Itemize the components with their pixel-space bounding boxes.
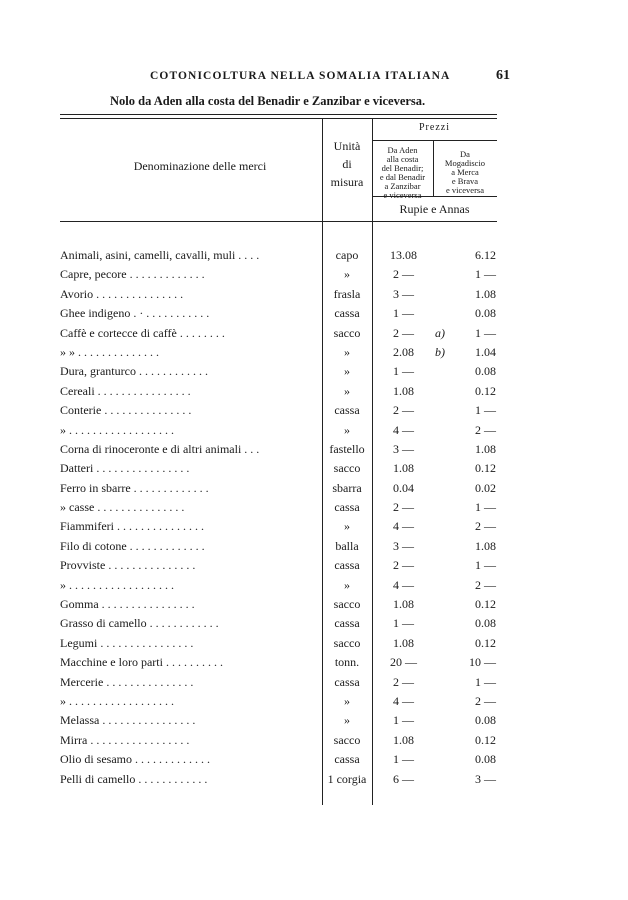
unit-cell: capo bbox=[335, 248, 359, 262]
table-row bbox=[60, 653, 497, 672]
unit-cell: sacco bbox=[333, 325, 361, 340]
price-aden-cell: 1 — bbox=[393, 616, 414, 631]
merchandise-label: Corna di rinoceronte e di altri animali bbox=[60, 441, 242, 456]
merchandise-label: Filo di cotone bbox=[60, 538, 127, 553]
merchandise-label: Macchine e loro parti bbox=[60, 655, 163, 670]
dot-leader: . . . . . . . . . . . . . . . . . bbox=[87, 732, 190, 747]
table-row bbox=[60, 362, 497, 381]
merchandise-label: Dura, granturco bbox=[60, 364, 136, 379]
price-mogadiscio-cell: 2 — bbox=[475, 519, 496, 534]
dot-leader: . . . . . . . . . . . . . . . . bbox=[99, 713, 196, 728]
dot-leader: . . . . . . . . . . . . bbox=[135, 364, 208, 379]
unit-cell: » bbox=[344, 364, 350, 379]
unit-cell: cassa bbox=[334, 752, 360, 767]
price-aden-cell: 0.04 bbox=[393, 480, 414, 495]
table-row bbox=[60, 498, 497, 517]
price-mogadiscio-cell: 0.02 bbox=[475, 480, 496, 495]
dot-leader: . . . . . . . . . . . . . bbox=[132, 752, 210, 767]
price-aden-cell: 4 — bbox=[393, 422, 414, 437]
unit-cell: cassa bbox=[334, 616, 360, 631]
dot-leader: . . . . . . . . . . . . . . . . bbox=[97, 635, 194, 650]
table-row bbox=[60, 673, 497, 692]
price-mogadiscio-cell: 2 — bbox=[475, 422, 496, 437]
running-title: COTONICOLTURA NELLA SOMALIA ITALIANA bbox=[150, 70, 451, 82]
price-aden-cell: 1 — bbox=[393, 306, 414, 321]
dot-leader: . . . . . . . . . . . . . . . . . . bbox=[66, 693, 174, 708]
dot-leader: . . . . . . . . . . . . bbox=[146, 616, 219, 631]
dot-leader: . . . . . . . . . . . . . . . . bbox=[94, 383, 191, 398]
unit-cell: » bbox=[344, 344, 350, 359]
merchandise-name bbox=[60, 517, 315, 536]
table-row bbox=[60, 459, 497, 478]
price-mogadiscio-cell: 0.12 bbox=[475, 732, 496, 747]
price-aden-cell: 2 — bbox=[393, 500, 414, 515]
dot-leader: . . . . . . . . bbox=[176, 325, 225, 340]
merchandise-label: » » bbox=[60, 344, 75, 359]
merchandise-name bbox=[60, 265, 315, 284]
header-bottom-rule bbox=[60, 221, 497, 222]
dot-leader: . . . . . . . . . . . . bbox=[135, 771, 208, 786]
price-aden-cell: 4 — bbox=[393, 519, 414, 534]
unit-cell: 1 corgia bbox=[327, 771, 367, 786]
merchandise-label: » bbox=[60, 577, 66, 592]
dot-leader: . . . . . . . . . . . . . . . bbox=[94, 500, 185, 515]
unit-cell: » bbox=[344, 422, 350, 437]
price-aden-cell: 2 — bbox=[393, 267, 414, 282]
unit-cell: frasla bbox=[333, 286, 361, 301]
price-mogadiscio-cell: 1 — bbox=[475, 674, 496, 689]
dot-leader: . . . . . . . . . . . . . . . bbox=[93, 286, 184, 301]
merchandise-name bbox=[60, 673, 315, 692]
dot-leader: . . . . . . . . . . . . . bbox=[130, 480, 209, 495]
unit-cell: » bbox=[344, 577, 350, 592]
table-row bbox=[60, 440, 497, 459]
table-row bbox=[60, 770, 497, 789]
table-row bbox=[60, 517, 497, 536]
merchandise-name bbox=[60, 634, 315, 653]
unit-cell: cassa bbox=[334, 500, 360, 515]
dot-leader: . . . . . . . . . . . . . . bbox=[75, 344, 159, 359]
merchandise-label: Datteri bbox=[60, 461, 94, 476]
merchandise-name bbox=[60, 362, 315, 381]
price-aden-cell: 1 — bbox=[393, 752, 414, 767]
col-prices: Prezzi bbox=[419, 122, 450, 133]
merchandise-label: Fiammiferi bbox=[60, 519, 114, 534]
table-row bbox=[60, 537, 497, 556]
dot-leader: . . . . . . . . . . . . . . . . . . bbox=[66, 422, 174, 437]
dot-leader: . · . . . . . . . . . . . bbox=[130, 306, 210, 321]
price-mogadiscio-cell: 0.12 bbox=[475, 635, 496, 650]
merchandise-label: Conterie bbox=[60, 403, 102, 418]
merchandise-name bbox=[60, 653, 315, 672]
merchandise-name bbox=[60, 324, 315, 343]
merchandise-label: Olio di sesamo bbox=[60, 752, 132, 767]
merchandise-label: Provviste bbox=[60, 558, 106, 573]
price-mogadiscio-cell: 0.08 bbox=[475, 752, 496, 767]
merchandise-label: Mercerie bbox=[60, 674, 104, 689]
top-rule-inner bbox=[60, 118, 497, 119]
table-row bbox=[60, 576, 497, 595]
merchandise-name bbox=[60, 576, 315, 595]
dot-leader: . . . bbox=[241, 441, 260, 456]
dot-leader: . . . . . . . . . . . . . . . . . . bbox=[66, 577, 174, 592]
price-note: a) bbox=[435, 325, 445, 340]
price-aden-cell: 6 — bbox=[393, 771, 414, 786]
price-mogadiscio-cell: 2 — bbox=[475, 577, 496, 592]
merchandise-label: Ghee indigeno bbox=[60, 306, 131, 321]
dot-leader: . . . . . . . . . . . . . bbox=[126, 267, 205, 282]
merchandise-label: » casse bbox=[60, 500, 95, 515]
table-header bbox=[60, 114, 497, 222]
merchandise-label: Mirra bbox=[60, 732, 88, 747]
merchandise-name bbox=[60, 343, 315, 362]
table-row bbox=[60, 265, 497, 284]
unit-cell: » bbox=[344, 519, 350, 534]
price-aden-cell: 1 — bbox=[393, 364, 414, 379]
merchandise-label: Capre, pecore bbox=[60, 267, 127, 282]
prices-under-rule bbox=[372, 140, 497, 141]
merchandise-name bbox=[60, 556, 315, 575]
table-row bbox=[60, 304, 497, 323]
merchandise-name bbox=[60, 401, 315, 420]
price-aden-cell: 2 — bbox=[393, 403, 414, 418]
merchandise-label: Caffè e cortecce di caffè bbox=[60, 325, 177, 340]
price-mogadiscio-cell: 0.12 bbox=[475, 597, 496, 612]
price-note: b) bbox=[435, 344, 445, 359]
col-currency: Rupie e Annas bbox=[399, 202, 470, 216]
table-row bbox=[60, 285, 497, 304]
dot-leader: . . . . bbox=[235, 248, 260, 262]
merchandise-name bbox=[60, 479, 315, 498]
price-aden-cell: 4 — bbox=[393, 577, 414, 592]
merchandise-name bbox=[60, 537, 315, 556]
merchandise-name bbox=[60, 285, 315, 304]
dot-leader: . . . . . . . . . . bbox=[162, 655, 223, 670]
col-denomination: Denominazione delle merci bbox=[133, 159, 267, 173]
merchandise-name bbox=[60, 382, 315, 401]
merchandise-name bbox=[60, 304, 315, 323]
merchandise-label: » bbox=[60, 693, 66, 708]
table-row bbox=[60, 246, 497, 265]
table-row bbox=[60, 421, 497, 440]
price-aden-cell: 1.08 bbox=[393, 732, 414, 747]
price-mogadiscio-cell: 1 — bbox=[475, 325, 496, 340]
price-aden-cell: 1 — bbox=[393, 713, 414, 728]
top-rule bbox=[60, 114, 497, 115]
dot-leader: . . . . . . . . . . . . . . . bbox=[114, 519, 204, 534]
table-row bbox=[60, 382, 497, 401]
merchandise-name bbox=[60, 692, 315, 711]
merchandise-name bbox=[60, 750, 315, 769]
merchandise-label: Gomma bbox=[60, 597, 99, 612]
col-unit: Unità di misura bbox=[330, 139, 364, 189]
unit-cell: tonn. bbox=[334, 655, 360, 670]
price-aden-cell: 1.08 bbox=[393, 461, 414, 476]
price-aden-cell: 3 — bbox=[393, 441, 414, 456]
dot-leader: . . . . . . . . . . . . . . . . bbox=[98, 597, 195, 612]
merchandise-label: Avorio bbox=[60, 286, 94, 301]
price-mogadiscio-cell: 0.12 bbox=[475, 461, 496, 476]
table-row bbox=[60, 556, 497, 575]
merchandise-name bbox=[60, 595, 315, 614]
price-aden-cell: 20 — bbox=[390, 655, 417, 670]
price-aden-cell: 2.08 bbox=[393, 344, 414, 359]
price-aden-cell: 4 — bbox=[393, 693, 414, 708]
table-row bbox=[60, 343, 497, 362]
dot-leader: . . . . . . . . . . . . . bbox=[126, 538, 205, 553]
unit-cell: sacco bbox=[333, 732, 361, 747]
merchandise-label: Pelli di camello bbox=[60, 771, 136, 786]
unit-cell: fastello bbox=[329, 441, 365, 456]
price-mogadiscio-cell: 1 — bbox=[475, 403, 496, 418]
table-row bbox=[60, 401, 497, 420]
unit-cell: cassa bbox=[334, 403, 360, 418]
unit-cell: » bbox=[344, 693, 350, 708]
price-aden-cell: 2 — bbox=[393, 558, 414, 573]
col-mogadiscio: Da Mogadiscio a Merca e Brava e viceversa bbox=[444, 149, 486, 195]
dot-leader: . . . . . . . . . . . . . . . bbox=[103, 674, 194, 689]
merchandise-name bbox=[60, 459, 315, 478]
table-row bbox=[60, 479, 497, 498]
merchandise-name bbox=[60, 770, 315, 789]
unit-cell: sbarra bbox=[332, 480, 362, 495]
price-mogadiscio-cell: 1.04 bbox=[475, 344, 496, 359]
price-aden-cell: 3 — bbox=[393, 286, 414, 301]
dot-leader: . . . . . . . . . . . . . . . bbox=[105, 558, 196, 573]
merchandise-name bbox=[60, 731, 315, 750]
unit-cell: sacco bbox=[333, 597, 361, 612]
price-aden-cell: 2 — bbox=[393, 325, 414, 340]
unit-cell: sacco bbox=[333, 461, 361, 476]
price-aden-cell: 2 — bbox=[393, 674, 414, 689]
merchandise-name bbox=[60, 421, 315, 440]
merchandise-label: » bbox=[60, 422, 66, 437]
table-body bbox=[60, 246, 497, 789]
dot-leader: . . . . . . . . . . . . . . . bbox=[101, 403, 192, 418]
price-aden-cell: 3 — bbox=[393, 538, 414, 553]
price-mogadiscio-cell: 1.08 bbox=[475, 286, 496, 301]
price-mogadiscio-cell: 2 — bbox=[475, 693, 496, 708]
unit-cell: sacco bbox=[333, 635, 361, 650]
table-row bbox=[60, 750, 497, 769]
merchandise-label: Melassa bbox=[60, 713, 100, 728]
merchandise-label: Ferro in sbarre bbox=[60, 480, 131, 495]
merchandise-name bbox=[60, 440, 315, 459]
price-mogadiscio-cell: 10 — bbox=[469, 655, 496, 670]
merchandise-label: Animali, asini, camelli, cavalli, muli bbox=[60, 248, 236, 262]
price-mogadiscio-cell: 1.08 bbox=[475, 538, 496, 553]
table-row bbox=[60, 711, 497, 730]
price-aden-cell: 1.08 bbox=[393, 597, 414, 612]
table-row bbox=[60, 692, 497, 711]
page-number: 61 bbox=[496, 68, 510, 83]
unit-cell: » bbox=[344, 383, 350, 398]
price-mogadiscio-cell: 1 — bbox=[475, 267, 496, 282]
price-mogadiscio-cell: 0.08 bbox=[475, 713, 496, 728]
price-mogadiscio-cell: 0.08 bbox=[475, 616, 496, 631]
price-mogadiscio-cell: 3 — bbox=[475, 771, 496, 786]
price-aden-cell: 1.08 bbox=[393, 635, 414, 650]
table-row bbox=[60, 731, 497, 750]
unit-cell: » bbox=[344, 713, 350, 728]
unit-cell: cassa bbox=[334, 306, 360, 321]
merchandise-label: Cereali bbox=[60, 383, 95, 398]
table-row bbox=[60, 324, 497, 343]
merchandise-name bbox=[60, 246, 315, 265]
price-aden-cell: 13.08 bbox=[390, 248, 417, 262]
unit-cell: cassa bbox=[334, 674, 360, 689]
page-header bbox=[60, 68, 510, 88]
unit-cell: cassa bbox=[334, 558, 360, 573]
dot-leader: . . . . . . . . . . . . . . . . bbox=[93, 461, 190, 476]
merchandise-label: Grasso di camello bbox=[60, 616, 147, 631]
unit-cell: » bbox=[344, 267, 350, 282]
price-mogadiscio-cell: 1.08 bbox=[475, 441, 496, 456]
price-mogadiscio-cell: 0.08 bbox=[475, 306, 496, 321]
table-row bbox=[60, 614, 497, 633]
merchandise-name bbox=[60, 614, 315, 633]
section-title: Nolo da Aden alla costa del Benadir e Zanzibar e viceversa. bbox=[110, 94, 426, 108]
price-mogadiscio-cell: 0.08 bbox=[475, 364, 496, 379]
merchandise-label: Legumi bbox=[60, 635, 98, 650]
table-row bbox=[60, 634, 497, 653]
unit-cell: balla bbox=[335, 538, 359, 553]
table-row bbox=[60, 595, 497, 614]
price-aden-cell: 1.08 bbox=[393, 383, 414, 398]
merchandise-name bbox=[60, 498, 315, 517]
price-mogadiscio-cell: 1 — bbox=[475, 558, 496, 573]
col-aden: Da Aden alla costa del Benadir; e dal Benadir a Zanzibar e viceversa bbox=[379, 145, 426, 200]
price-mogadiscio-cell: 6.12 bbox=[475, 248, 496, 262]
merchandise-name bbox=[60, 711, 315, 730]
price-mogadiscio-cell: 0.12 bbox=[475, 383, 496, 398]
price-mogadiscio-cell: 1 — bbox=[475, 500, 496, 515]
